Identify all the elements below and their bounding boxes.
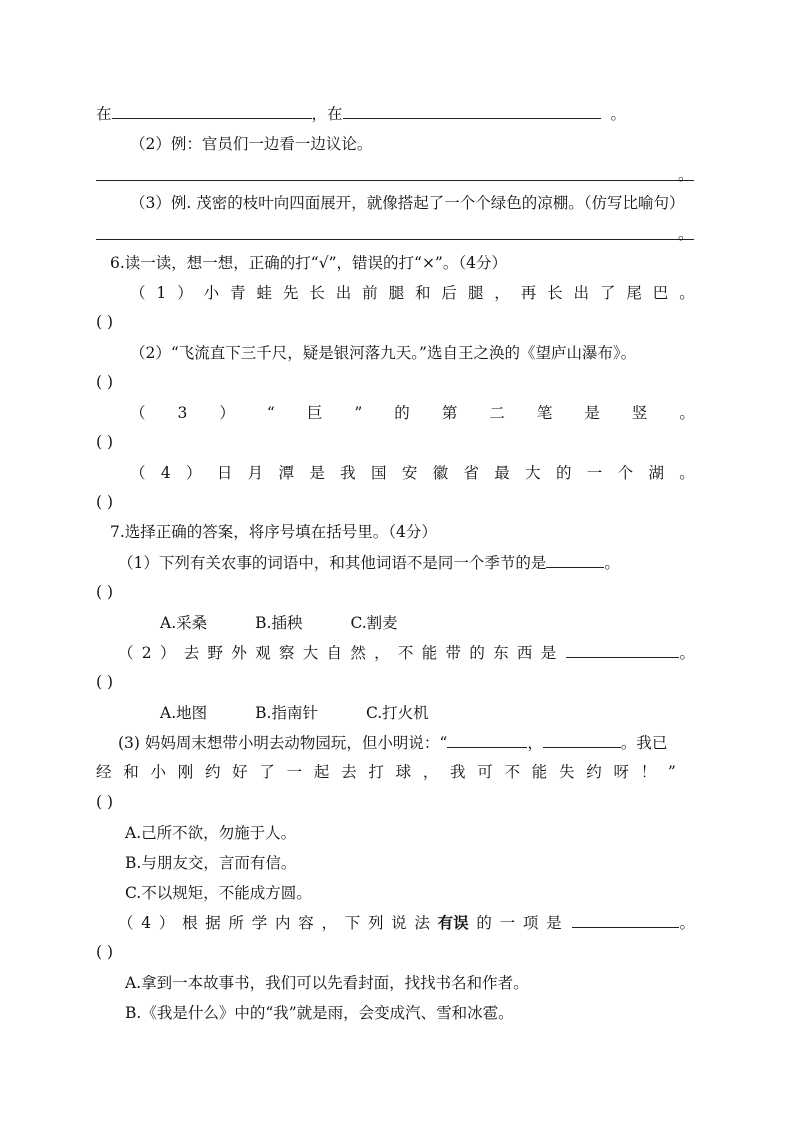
question-char: 尾: [626, 284, 642, 302]
question-char: 约: [586, 763, 602, 781]
q6-item-1: [130, 283, 695, 303]
question-char: ）: [186, 464, 202, 482]
question-char: ，: [422, 763, 439, 781]
question-char: 最: [494, 464, 510, 482]
question-char: ，: [321, 914, 337, 932]
question-char: 青: [230, 284, 246, 302]
q6-title: 6.读一读，想一想，正确的打“√”，错误的打“×”。（4分）: [110, 254, 507, 272]
option-b[interactable]: B.《我是什么》中的“我”就是雨，会变成汽、雪和冰雹。: [125, 1004, 514, 1022]
q7-1-text: [118, 553, 718, 573]
q7-2-question: [118, 643, 556, 663]
fill-line: [96, 104, 696, 124]
option-b[interactable]: B.与朋友交，言而有信。: [125, 854, 297, 872]
question-char: 项: [522, 914, 539, 932]
question-char: 和: [123, 763, 139, 781]
question-char: 安: [401, 464, 418, 482]
question-char: 4: [160, 464, 171, 482]
option-c[interactable]: C.打火机: [365, 704, 429, 722]
question-char: 国: [370, 464, 387, 482]
question-char: 了: [599, 284, 616, 302]
question-char: 3: [177, 404, 188, 422]
answer-paren[interactable]: ( ): [96, 583, 114, 601]
question-char: 学: [251, 914, 268, 932]
question-char: 野: [207, 644, 224, 662]
question-char: 呀: [613, 763, 629, 781]
option-a[interactable]: A.地图: [160, 704, 208, 722]
question-char: 所: [228, 914, 245, 932]
q7-1-options: [160, 613, 760, 633]
answer-paren[interactable]: ( ): [96, 793, 114, 811]
answer-blank[interactable]: [566, 643, 679, 658]
q5-2-text: （2）例：官员们一边看一边议论。: [130, 135, 373, 153]
q7-4-question: [118, 913, 562, 933]
question-char: 小: [203, 284, 220, 302]
option-c[interactable]: C.不以规矩，不能成方圆。: [125, 884, 312, 902]
question-char: 是: [546, 914, 562, 932]
question-char: 前: [362, 284, 378, 302]
question-char: 的: [394, 404, 410, 422]
question-char: 再: [520, 284, 537, 302]
question-char: 先: [282, 284, 299, 302]
option-a[interactable]: A.采桑: [160, 614, 208, 632]
question-char: 我: [340, 464, 356, 482]
question-char: 能: [531, 763, 548, 781]
question-char: 失: [558, 763, 575, 781]
question-char: 出: [335, 284, 352, 302]
question-char: 刚: [177, 763, 194, 781]
question-char: 徽: [432, 464, 449, 482]
answer-paren[interactable]: ( ): [96, 493, 114, 511]
question-char: 是: [309, 464, 325, 482]
question-char: 不: [504, 763, 521, 781]
question-char: “: [266, 404, 275, 422]
end-mark: 。: [678, 225, 694, 243]
question-char: 出: [573, 284, 590, 302]
question-char: 日: [216, 464, 233, 482]
question-char: 一: [499, 914, 516, 932]
answer-blank[interactable]: [447, 733, 527, 748]
q7-2-text: [118, 643, 695, 663]
q7-title: 7.选择正确的答案，将序号填在括号里。（4分）: [110, 523, 437, 541]
question-char: 。: [679, 464, 695, 482]
question-char: 和: [415, 284, 431, 302]
question-char: 下: [344, 914, 361, 932]
question-char: 大: [525, 464, 541, 482]
question-char: 外: [231, 644, 247, 662]
question-char: ）: [177, 284, 193, 302]
question-char: 经: [96, 763, 112, 781]
question-char: 了: [259, 763, 275, 781]
question-char: 球: [395, 763, 412, 781]
question-char: 据: [205, 914, 221, 932]
question-char: 是: [584, 404, 600, 422]
q6-item-2: （2）“飞流直下三千尺，疑是银河落九天。”选自王之涣的《望庐山瀑布》。: [130, 344, 637, 362]
question-char: 一: [286, 763, 303, 781]
question-char: （: [118, 644, 134, 662]
q7-4-text: [118, 913, 695, 933]
question-char: 湖: [648, 464, 664, 482]
question-char: 长: [547, 284, 563, 302]
q7-3-question: (3) 妈妈周末想带小明去动物园玩，但小明说：“: [118, 734, 448, 752]
question-char: 的: [469, 644, 485, 662]
q6-item-3: [130, 403, 695, 423]
question-char: （: [130, 464, 146, 482]
answer-paren[interactable]: ( ): [96, 313, 114, 331]
question-char: 大: [302, 644, 319, 662]
question-char: 月: [247, 464, 264, 482]
question-char: 然: [350, 644, 366, 662]
question-char: 约: [204, 763, 221, 781]
question-char: （: [130, 404, 146, 422]
question-char: 起: [313, 763, 330, 781]
question-char: 省: [463, 464, 479, 482]
question-char: 。: [679, 284, 695, 302]
q7-1-question: （1）下列有关农事的词语中，和其他词语不是同一个季节的是: [118, 554, 547, 572]
question-char: ）: [219, 404, 235, 422]
question-char: 自: [326, 644, 343, 662]
question-char: 是: [540, 644, 557, 662]
option-c[interactable]: C.割麦: [350, 614, 398, 632]
question-char: 东: [493, 644, 509, 662]
question-char: 第: [441, 404, 458, 422]
question-char: ，: [494, 284, 510, 302]
question-char: 4: [141, 914, 152, 932]
option-a[interactable]: A.己所不欲，勿施于人。: [125, 824, 297, 842]
answer-paren[interactable]: ( ): [96, 373, 114, 391]
question-char: 。: [679, 404, 695, 422]
comma: ，: [527, 734, 543, 752]
q7-2-options: [160, 703, 760, 723]
end-mark: 。: [604, 554, 620, 572]
question-char: 去: [341, 763, 357, 781]
question-char: 腿: [467, 284, 484, 302]
q7-3-text: [118, 733, 718, 753]
question-char: 内: [275, 914, 291, 932]
question-char: 个: [617, 464, 634, 482]
question-char: 根: [182, 914, 198, 932]
question-char: 一: [586, 464, 603, 482]
question-char: ）: [158, 914, 175, 932]
answer-line[interactable]: [96, 180, 694, 181]
question-char: 小: [150, 763, 166, 781]
question-char: 蛙: [256, 284, 272, 302]
option-a[interactable]: A.拿到一本故事书，我们可以先看封面，找找书名和作者。: [125, 974, 529, 992]
question-char: 长: [309, 284, 325, 302]
end-mark: 。: [679, 644, 695, 662]
question-char: 西: [516, 644, 533, 662]
question-char: （: [118, 914, 134, 932]
question-char: 后: [441, 284, 457, 302]
question-char: 可: [477, 763, 493, 781]
fill-prefix: 在: [96, 105, 112, 123]
question-char: 不: [397, 644, 414, 662]
end-mark: 。: [679, 914, 695, 932]
option-b[interactable]: B.插秧: [255, 614, 303, 632]
answer-blank[interactable]: [112, 104, 312, 119]
answer-paren[interactable]: ( ): [96, 673, 114, 691]
question-char: 观: [255, 644, 271, 662]
question-char: 带: [445, 644, 462, 662]
answer-paren[interactable]: ( ): [96, 943, 114, 961]
answer-paren[interactable]: ( ): [96, 433, 114, 451]
question-char: ）: [159, 644, 176, 662]
answer-blank[interactable]: [546, 553, 604, 568]
question-char: 腿: [388, 284, 405, 302]
question-char: 去: [183, 644, 200, 662]
answer-blank[interactable]: [572, 913, 680, 928]
question-char: 说: [391, 914, 407, 932]
question-char: 笔: [536, 404, 553, 422]
question-char: 的: [476, 914, 492, 932]
question-char: ”: [667, 763, 676, 781]
question-char: 打: [368, 763, 384, 781]
question-char: 法: [414, 914, 430, 932]
answer-blank[interactable]: [343, 104, 601, 119]
emphasis-text: 有误: [437, 913, 469, 932]
question-char: 巨: [306, 404, 323, 422]
question-char: 好: [232, 763, 248, 781]
question-char: 列: [367, 914, 384, 932]
question-char: 竖: [631, 404, 648, 422]
question-char: 的: [555, 464, 572, 482]
question-char: （: [130, 284, 146, 302]
question-char: 容: [298, 914, 314, 932]
answer-line[interactable]: [96, 239, 694, 240]
question-char: ，: [374, 644, 390, 662]
question-char: 二: [489, 404, 505, 422]
question-char: 察: [278, 644, 295, 662]
question-char: ！: [640, 763, 657, 781]
question-char: 我: [450, 763, 466, 781]
question-char: 1: [156, 284, 167, 302]
q6-item-4: [130, 463, 695, 483]
q5-3-text: （3）例. 茂密的枝叶向四面展开，就像搭起了一个个绿色的凉棚。（仿写比喻句）: [130, 194, 685, 212]
q7-3-line2: [96, 762, 676, 782]
option-b[interactable]: B.指南针: [255, 704, 318, 722]
question-char: 2: [141, 644, 152, 662]
end-mark: 。: [678, 166, 694, 184]
question-char: ”: [354, 404, 363, 422]
fill-middle: ，在: [311, 105, 343, 123]
question-char: 潭: [278, 464, 295, 482]
fill-suffix: 。: [610, 105, 627, 123]
question-char: 能: [421, 644, 438, 662]
q7-3-continue: 。我已: [620, 734, 668, 752]
answer-blank[interactable]: [543, 733, 621, 748]
question-char: 巴: [652, 284, 669, 302]
